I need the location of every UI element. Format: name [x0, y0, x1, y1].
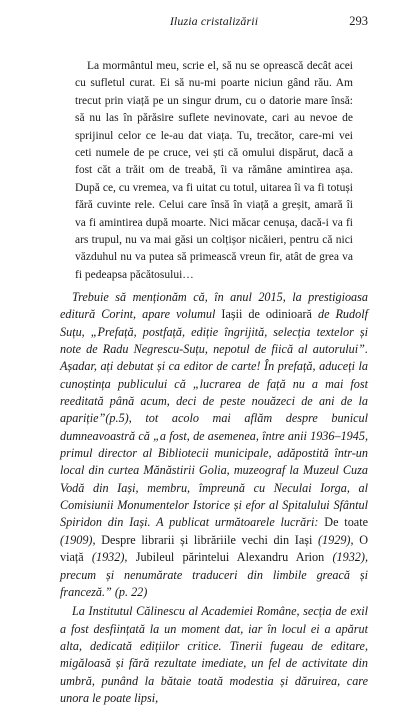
- book-title-iasii-de-odinioara: Iașii de odinioară: [221, 307, 312, 322]
- page-number: 293: [349, 14, 368, 28]
- book-title-o-viata: O viață: [60, 532, 368, 565]
- text-segment: (1929),: [312, 532, 360, 547]
- text-segment: Trebuie să menționăm că, în anul 2015, la prestigioasa editură Corint, apare volumul: [60, 290, 368, 322]
- book-title-despre-librarii: Despre librarii și librăriile vechi din Iași: [101, 532, 313, 547]
- block-quote: [75, 58, 353, 284]
- text-segment: (1932),: [83, 550, 136, 565]
- paragraph-interview-question: [60, 289, 368, 601]
- paragraph-institute: La Institutul Călinescu al Academiei Române, secția de exil a fost desființată la un moment dat, iar în locul ei a apărut alta, dedicată edițiilor critice. Tinerii fugeau de editare, migăloasă și fără rezultate imediate, un fel de activitate din umbră, punând la bătaie toată modestia și dăruirea, care unora le poate lipsi,: [60, 604, 368, 705]
- main-text: [60, 289, 368, 709]
- running-title: Iluzia cristalizării: [169, 14, 259, 28]
- page-header: [60, 14, 368, 30]
- book-title-jubileul: Jubileul părintelui Alexandru Arion: [135, 550, 325, 565]
- quote-paragraph: La mormântul meu, scrie el, să nu se oprească decât acei cu sufletul curat. Ei să nu-mi poarte niciun gând rău. Am trecut prin viață pe un singur drum, cu o datorie mare însă: să nu las în părăsire suflete nevinovate, cari au nevoe de sprijinul celor ce le-au dat viața. Tu, trecător, care-mi vei ceti numele de pe cruce, vei ști că omului dispărut, dacă a fost căt a trăit om de treabă, îi va rămâne amintirea așa. După ce, cu vremea, va fi uitat cu totul, uitarea îi va fi totuși fără cuvinte rele. Celui care însă în viață a greșit, amară îi va fi amintirea după moarte. Nici măcar cenușa, dacă-i va fi ars trupul, nu va mai găsi un colțișor nicăieri, pentru că nici văzduhul nu va putea să primească vreun fir, atât de grea va fi pedeapsa păcătosului…: [75, 60, 353, 281]
- text-segment: (1909),: [60, 532, 102, 547]
- text-segment: de Rudolf Suțu, „Prefață, postfață, ediție îngrijită, selecția textelor și note de Radu Negrescu-Suțu, nepotul de fiică al autorului”. Așadar, ați debutat și ca editor de carte! În prefață, aduceți la cunoștința publicului că „lucrarea de față nu a mai fost reeditată până acum, deci de peste nouăzeci de ani de la apariție”(p.5), tot acolo mai aflăm despre bunicul dumneavoastră că „a fost, de asemenea, între anii 1936–1945, primul director al Bibliotecii municipale, adăpostită într-un local din curtea Mănăstirii Golia, muzeograf la Muzeul Cuza Vodă din Iași, membru, împreună cu Neculai Iorga, al Comisiunii Monumentelor Istorice și efor al Spitalului Sfântul Spiridon din Iași. A publicat următoarele lucrări:: [60, 307, 368, 530]
- text-segment: (1932), precum și nenumărate traduceri din limbile greacă și franceză.” (p. 22): [60, 550, 369, 599]
- book-title-de-toate: De toate: [324, 515, 368, 530]
